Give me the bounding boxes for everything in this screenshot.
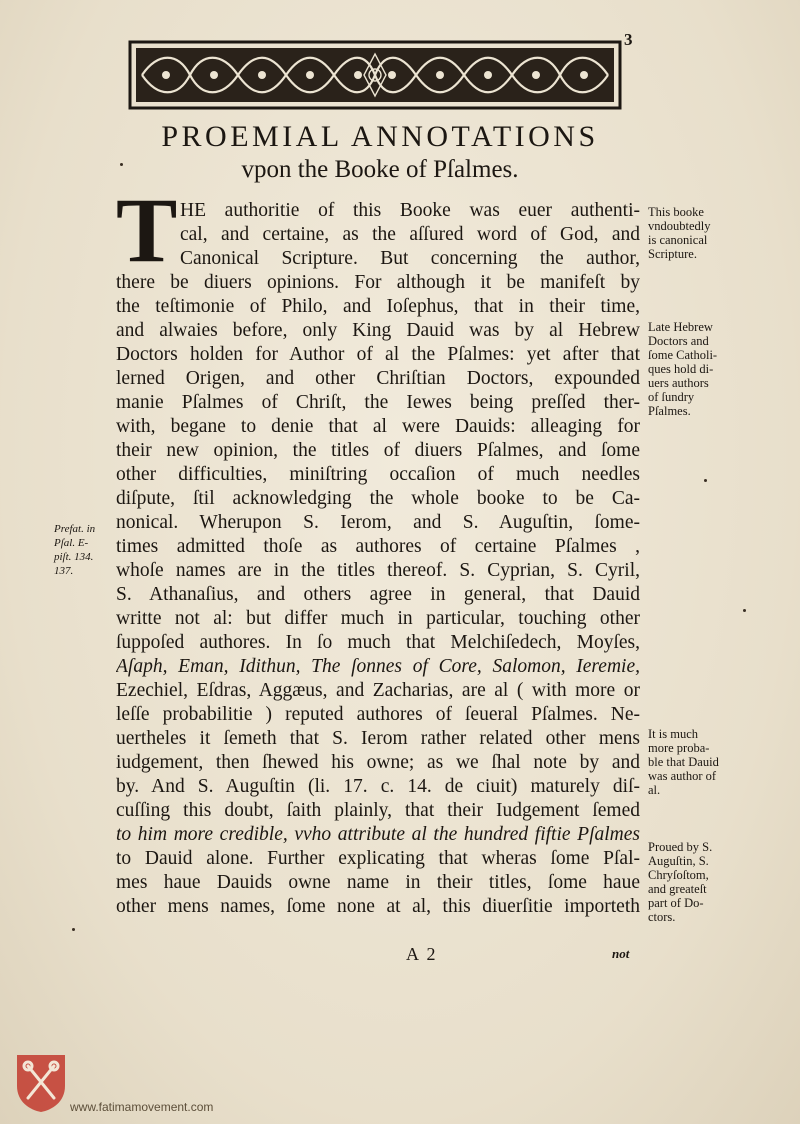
text-line: with, begane to denie that al were Dauids: alleaging for [116, 416, 640, 437]
text-line: cuſſing this doubt, ſaith plainly, that their Iudgement ſemed [116, 800, 640, 821]
text-line: writte not al: but differ much in particular, touching other [116, 608, 640, 629]
margin-note-line: and greateſt [648, 882, 707, 896]
text-line: and alwaies before, only King Dauid was by al Hebrew [116, 320, 640, 341]
signature-mark: A 2 [406, 944, 438, 964]
margin-note-line: 137. [54, 565, 74, 577]
text-line: their new opinion, the titles of diuers Pſalmes, and ſome [116, 440, 640, 461]
margin-note-probability [648, 727, 760, 797]
text-line: iudgement, then ſhewed his owne; as we ſhal note by and [116, 752, 640, 773]
margin-note-line: It is much [648, 727, 698, 741]
ink-speck [72, 928, 75, 931]
text-line: to him more credible, vvho attribute al the hundred fiftie Pſalmes [116, 824, 640, 845]
page-number: 3 [624, 30, 633, 49]
text-line: Ezechiel, Eſdras, Aggæus, and Zacharias, are al ( with more or [116, 680, 640, 701]
margin-note-canonical [648, 205, 760, 261]
margin-note-line: al. [648, 783, 661, 797]
text-line: mes haue Dauids owne name in their titles, ſome haue [116, 872, 640, 893]
margin-note-line: of ſundry [648, 390, 695, 404]
ink-speck [743, 609, 746, 612]
ink-speck [704, 479, 707, 482]
margin-note-line: This booke [648, 205, 704, 219]
margin-note-hebrew-doctors [648, 320, 760, 418]
text-line: other difficulties, miniſtring occaſion of much needles [116, 464, 640, 485]
text-line: times admitted thoſe as authores of certaine Pſalmes , [116, 536, 640, 557]
margin-note-line: Doctors and [648, 334, 709, 348]
margin-note-line: Prefat. in [54, 523, 96, 535]
text-line: whoſe names are in the titles thereof. S. Cyprian, S. Cyril, [116, 560, 640, 581]
text-line: cal, and certaine, as the aſſured word of God, and [180, 224, 640, 245]
margin-note-line: part of Do- [648, 896, 704, 910]
margin-note-line: Proued by S. [648, 840, 713, 854]
papal-seal-icon [14, 1052, 68, 1114]
text-line: lerned Origen, and other Chriſtian Doctors, expounded [116, 368, 640, 389]
text-line: diſpute, ſtil acknowledging the whole booke to be Ca- [116, 488, 640, 509]
ink-speck [120, 163, 123, 166]
margin-note-line: ble that Dauid [648, 755, 719, 769]
text-line: S. Athanaſius, and others agree in general, that Dauid [116, 584, 640, 605]
margin-note-line: is canonical [648, 233, 708, 247]
text-line: Doctors holden for Author of al the Pſalmes: yet after that [116, 344, 640, 365]
website-link[interactable]: www.fatimamovement.com [70, 1100, 214, 1114]
margin-note-line: Chryſoſtom, [648, 868, 709, 882]
margin-note-line: Auguſtin, S. [648, 854, 709, 868]
catchword: not [612, 946, 630, 961]
text-line: to Dauid alone. Further explicating that wheras ſome Pſal- [116, 848, 640, 869]
drop-cap: T [116, 179, 178, 281]
margin-note-line: Scripture. [648, 247, 697, 261]
text-line: by. And S. Auguſtin (li. 17. c. 14. de ciuit) maturely diſ- [116, 776, 640, 797]
text-line: nonical. Wherupon S. Ierom, and S. Auguſtin, ſome- [116, 512, 640, 533]
text-line: manie Pſalmes of Chriſt, the Iewes being preſſed ther- [116, 392, 640, 413]
margin-note-line: ques hold di- [648, 362, 714, 376]
text-line: uertheles it ſemeth that S. Ierom rather related other mens [116, 728, 640, 749]
text-line: other mens names, ſome none at al, this diuerſitie importeth [116, 896, 640, 917]
text-line: Canonical Scripture. But concerning the author, [180, 248, 640, 269]
text-line: leſſe probabilitie ) reputed authores of ſeueral Pſalmes. Ne- [116, 704, 640, 725]
margin-note-reference [54, 522, 112, 578]
margin-note-line: Pſalmes. [648, 404, 691, 418]
page-title: PROEMIAL ANNOTATIONS [161, 120, 599, 153]
body-text [116, 199, 640, 919]
margin-note-line: uers authors [648, 376, 709, 390]
page-subtitle: vpon the Booke of Pſalmes. [241, 156, 519, 183]
text-line: Aſaph, Eman, Idithun, The ſonnes of Core, Salomon, Ieremie, [116, 656, 640, 677]
margin-note-line: was author of [648, 769, 717, 783]
text-line: HE authoritie of this Booke was euer authenti- [180, 200, 640, 221]
decorative-headpiece [128, 40, 622, 110]
margin-note-line: vndoubtedly [648, 219, 711, 233]
text-line: ſuppoſed authores. In ſo much that Melchiſedech, Moyſes, [116, 632, 640, 653]
margin-note-line: Pſal. E- [54, 537, 89, 549]
margin-note-line: ſome Catholi- [648, 348, 718, 362]
margin-note-line: piſt. 134. [54, 551, 94, 563]
margin-note-proued [648, 840, 760, 924]
text-line: the teſtimonie of Philo, and Ioſephus, that in their time, [116, 296, 640, 317]
margin-note-line: Late Hebrew [648, 320, 713, 334]
margin-note-line: ctors. [648, 910, 676, 924]
margin-note-line: more proba- [648, 741, 710, 755]
text-line: there be diuers opinions. For although it be manifeſt by [116, 272, 640, 293]
